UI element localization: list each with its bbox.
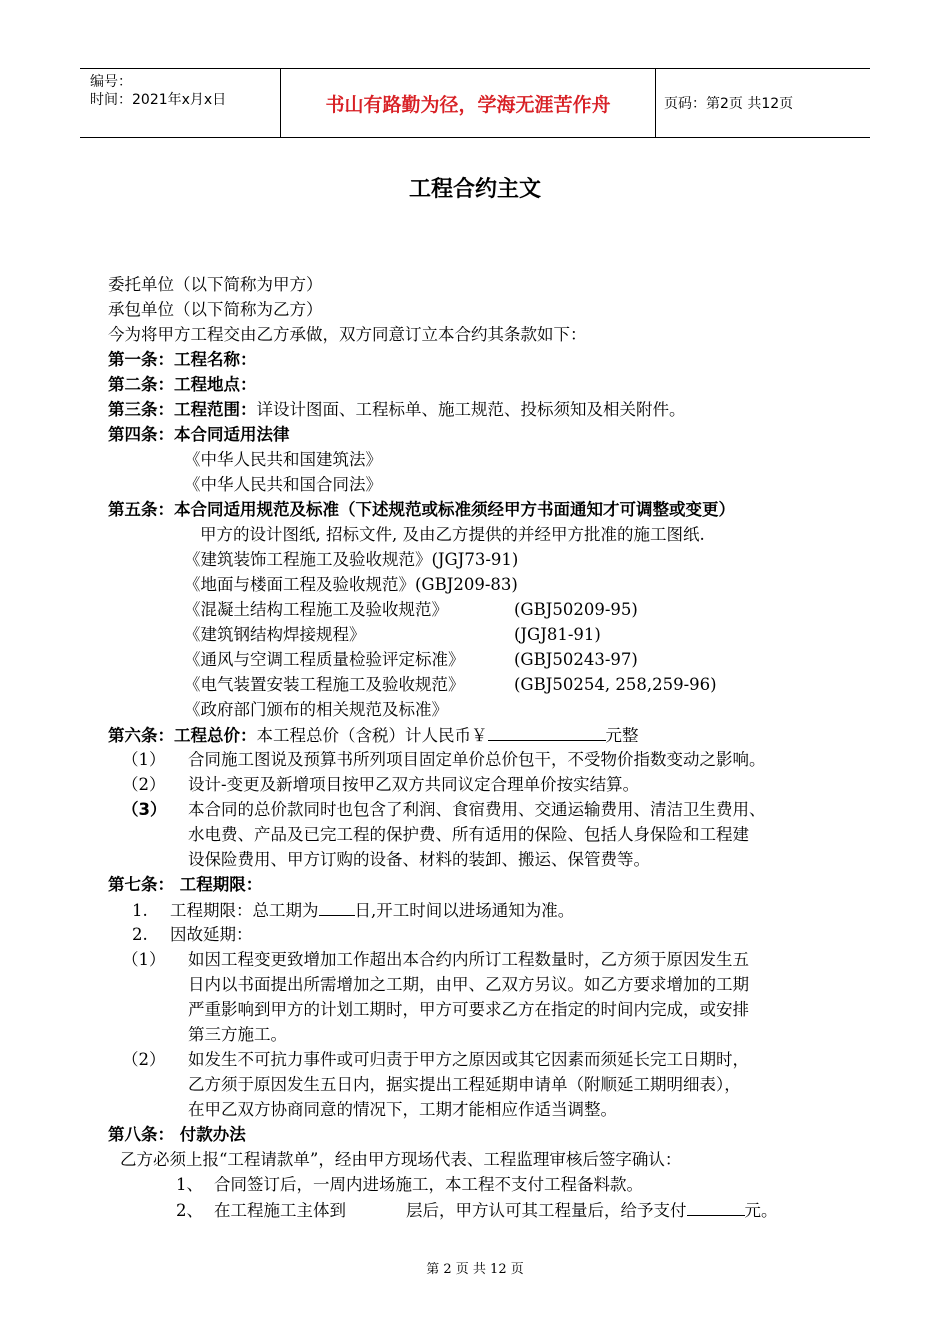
document-title: 工程合约主文: [408, 177, 541, 202]
point-text: 日,开工时间以进场通知为准。: [354, 901, 575, 920]
clause-text: 合同施工图说及预算书所列项目固定单价总价包干，不受物价指数变动之影响。: [188, 750, 766, 769]
article-7-point: [108, 897, 868, 922]
article-7-heading: 第七条： 工程期限：: [108, 875, 263, 894]
standard-code: (JGJ81-91): [514, 625, 601, 644]
item-text: 在工程施工主体到: [214, 1201, 346, 1220]
item-text: 元。: [744, 1201, 778, 1220]
standard-code: (GBJ50254, 258,259-96): [514, 675, 717, 694]
clause-text: 如因工程变更致增加工作超出本合约内所订工程数量时，乙方须于原因发生五: [188, 950, 749, 969]
article-1-heading: 第一条：工程名称：: [108, 350, 257, 369]
clause-text-continued: 水电费、产品及已完工程的保护费、所有适用的保险、包括人身保险和工程建: [188, 825, 749, 844]
page-footer: 第 2 页 共 12 页: [426, 1262, 524, 1277]
contract-body: [108, 272, 868, 1222]
article-8-item: [108, 1197, 868, 1222]
item-text: 合同签订后，一周内进场施工，本工程不支付工程备料款。: [214, 1175, 643, 1194]
clause-number: （3）: [122, 800, 167, 819]
standard-item: 《建筑装饰工程施工及验收规范》(JGJ73-91): [184, 550, 519, 569]
point-number: 1.: [132, 901, 148, 920]
law-item: 《中华人民共和国建筑法》: [184, 450, 382, 469]
clause-number: （1）: [122, 750, 166, 769]
clause-text-continued: 日内以书面提出所需增加之工期，由甲、乙双方另议。如乙方要求增加的工期: [188, 975, 749, 994]
article-3-heading: 第三条：工程范围：: [108, 400, 257, 419]
article-6-clause: [108, 797, 868, 822]
article-5-heading: 第五条：本合同适用规范及标准（下述规范或标准须经甲方书面通知才可调整或变更）: [108, 500, 735, 519]
total-price-blank[interactable]: [488, 722, 606, 741]
standard-item: [108, 622, 868, 647]
article-3-text: 详设计图面、工程标单、施工规范、投标须知及相关附件。: [256, 400, 686, 419]
header-meta: [80, 69, 280, 137]
contractor-line: 承包单位（以下简称为乙方）: [108, 300, 323, 319]
clause-number: （2）: [122, 775, 166, 794]
standard-name: 《电气装置安装工程施工及验收规范》: [184, 675, 465, 694]
clause-number: （1）: [122, 950, 166, 969]
article-6-heading: 第六条：工程总价：: [108, 726, 257, 745]
client-line: 委托单位（以下简称为甲方）: [108, 275, 323, 294]
article-2-heading: 第二条：工程地点：: [108, 375, 257, 394]
page-header: [80, 68, 870, 138]
article-6-clause: [108, 747, 868, 772]
standard-item: 《政府部门颁布的相关规范及标准》: [184, 700, 448, 719]
article-6-clause: [108, 772, 868, 797]
clause-text-continued: 第三方施工。: [188, 1025, 287, 1044]
payment-amount-blank[interactable]: [687, 1197, 745, 1216]
duration-days-blank[interactable]: [319, 897, 355, 916]
item-text: 层后，甲方认可其工程量后，给予支付: [406, 1201, 687, 1220]
article-8-intro: 乙方必须上报“工程请款单”，经由甲方现场代表、工程监理审核后签字确认：: [120, 1150, 682, 1169]
article-6-text: 本工程总价（含税）计人民币￥: [256, 726, 488, 745]
doc-number-label: 编号：: [90, 74, 132, 90]
clause-text: 本合同的总价款同时也包含了利润、食宿费用、交通运输费用、清洁卫生费用、: [188, 800, 766, 819]
article-5-intro: 甲方的设计图纸, 招标文件, 及由乙方提供的并经甲方批准的施工图纸.: [200, 525, 705, 544]
standard-name: 《建筑钢结构焊接规程》: [184, 625, 366, 644]
standard-item: [108, 672, 868, 697]
standard-item: [108, 647, 868, 672]
point-text: 工程期限：总工期为: [170, 901, 319, 920]
article-4-heading: 第四条：本合同适用法律: [108, 425, 290, 444]
point-number: 2.: [132, 925, 148, 944]
doc-date-label: 时间：2021年x月x日: [90, 92, 227, 108]
article-3: [108, 397, 868, 422]
point-text: 因故延期：: [170, 925, 253, 944]
clause-text: 如发生不可抗力事件或可归责于甲方之原因或其它因素而须延长完工日期时，: [188, 1050, 749, 1069]
item-number: 1、: [176, 1175, 203, 1194]
standard-code: (GBJ50209-95): [514, 600, 638, 619]
clause-text: 设计-变更及新增项目按甲乙双方共同议定合理单价按实结算。: [188, 775, 640, 794]
law-item: 《中华人民共和国合同法》: [184, 475, 382, 494]
header-motto: 书山有路勤为径，学海无涯苦作舟: [280, 69, 656, 137]
article-6-suffix: 元整: [605, 726, 639, 745]
clause-number: （2）: [122, 1050, 166, 1069]
clause-text-continued: 乙方须于原因发生五日内，据实提出工程延期申请单（附顺延工期明细表），: [188, 1075, 741, 1094]
clause-text-continued: 严重影响到甲方的计划工期时，甲方可要求乙方在指定的时间内完成，或安排: [188, 1000, 749, 1019]
article-6: [108, 722, 868, 747]
article-7-clause: [108, 1047, 868, 1072]
standard-name: 《混凝土结构工程施工及验收规范》: [184, 600, 448, 619]
intro-statement: 今为将甲方工程交由乙方承做，双方同意订立本合约其条款如下：: [108, 325, 587, 344]
standard-name: 《通风与空调工程质量检验评定标准》: [184, 650, 465, 669]
standard-item: 《地面与楼面工程及验收规范》(GBJ209-83): [184, 575, 518, 594]
item-number: 2、: [176, 1201, 203, 1220]
clause-text-continued: 在甲乙双方协商同意的情况下，工期才能相应作适当调整。: [188, 1100, 617, 1119]
article-8-item: [108, 1172, 868, 1197]
clause-text-continued: 设保险费用、甲方订购的设备、材料的装卸、搬运、保管费等。: [188, 850, 650, 869]
article-7-clause: [108, 947, 868, 972]
standard-item: [108, 597, 868, 622]
article-7-point: [108, 922, 868, 947]
article-8-heading: 第八条： 付款办法: [108, 1125, 246, 1144]
header-page-label: 页码：第2页 共12页: [664, 96, 794, 112]
standard-code: (GBJ50243-97): [514, 650, 638, 669]
